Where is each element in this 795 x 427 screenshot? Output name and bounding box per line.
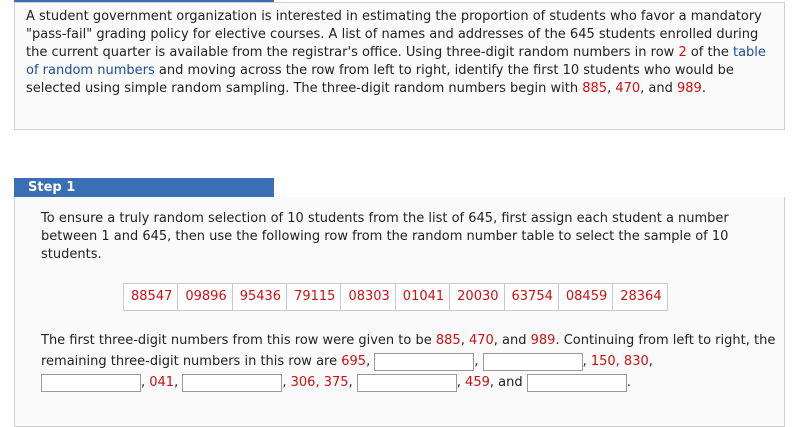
random-number-cell: 28364 (620, 289, 662, 304)
random-number-cell: 08303 (341, 284, 395, 310)
answer-input-2[interactable] (483, 353, 583, 371)
known-number: 041 (149, 375, 175, 390)
begin-number: 989 (677, 81, 702, 96)
given-number: 885 (435, 333, 461, 348)
random-table-link[interactable]: table of random numbers (26, 45, 766, 78)
random-number-cell: 20030 (450, 284, 504, 310)
step-intro: To ensure a truly random selection of 10 students from the list of 645, first assign each student a number between 1 and 645, then use the following row from the random number table to select the sample of 10 students. (41, 211, 729, 262)
answer-input-6[interactable] (527, 374, 627, 392)
separator: . (626, 375, 631, 390)
separator: , and (640, 81, 678, 96)
answer-paragraph (41, 330, 781, 393)
random-number-cell: 01041 (396, 284, 450, 310)
separator: , (366, 354, 375, 369)
known-number: 306, 375 (290, 375, 349, 390)
separator: , (474, 354, 483, 369)
separator: , (282, 375, 291, 390)
random-number-cell: 95436 (233, 284, 287, 310)
begin-number: 470 (615, 81, 641, 96)
answer-input-4[interactable] (182, 374, 282, 392)
answer-input-5[interactable] (357, 374, 457, 392)
separator: , and (489, 375, 527, 390)
separator: , (456, 375, 466, 390)
separator: , (582, 354, 591, 369)
random-number-row (123, 283, 668, 311)
begin-number: 885 (582, 81, 608, 96)
problem-text-3: and moving across the row from left to right, identify the first 10 students who would be selected using simple random sampling. The three-digit random numbers begin with (26, 63, 734, 96)
separator: , (141, 375, 150, 390)
separator: , (174, 375, 183, 390)
random-number-cell: 88547 (124, 284, 178, 310)
step-header: Step 1 (14, 178, 274, 198)
known-number: 695 (341, 354, 367, 369)
separator: , (648, 354, 653, 369)
random-number-cell: 09896 (178, 284, 232, 310)
problem-statement (26, 8, 771, 98)
random-number-cell: 08459 (559, 284, 613, 310)
separator: , and (493, 333, 531, 348)
step-box (14, 197, 785, 427)
random-number-cell: 63754 (505, 284, 559, 310)
problem-text-2: of the (686, 45, 733, 60)
separator: . (701, 81, 706, 96)
answer-text-2: . Continuing from left to right, the remaining three-digit numbers in this row are (41, 333, 776, 369)
known-number: 150, 830 (590, 354, 649, 369)
given-number: 989 (530, 333, 556, 348)
answer-text-1: The first three-digit numbers from this row were given to be (41, 333, 436, 348)
given-number: 470 (468, 333, 494, 348)
row-number: 2 (678, 45, 687, 60)
answer-input-1[interactable] (374, 353, 474, 371)
separator: , (460, 333, 469, 348)
problem-text-1: A student government organization is interested in estimating the proportion of students who favor a mandatory "pass-fail" grading policy for elective courses. A list of names and addresses of the 645 students enrolled during the current quarter is available from the registrar's office. Using three-digit random numbers in row (26, 9, 762, 60)
separator: , (607, 81, 616, 96)
separator: , (348, 375, 357, 390)
answer-input-3[interactable] (41, 374, 141, 392)
known-number: 459 (465, 375, 490, 390)
random-number-cell: 79115 (287, 284, 341, 310)
